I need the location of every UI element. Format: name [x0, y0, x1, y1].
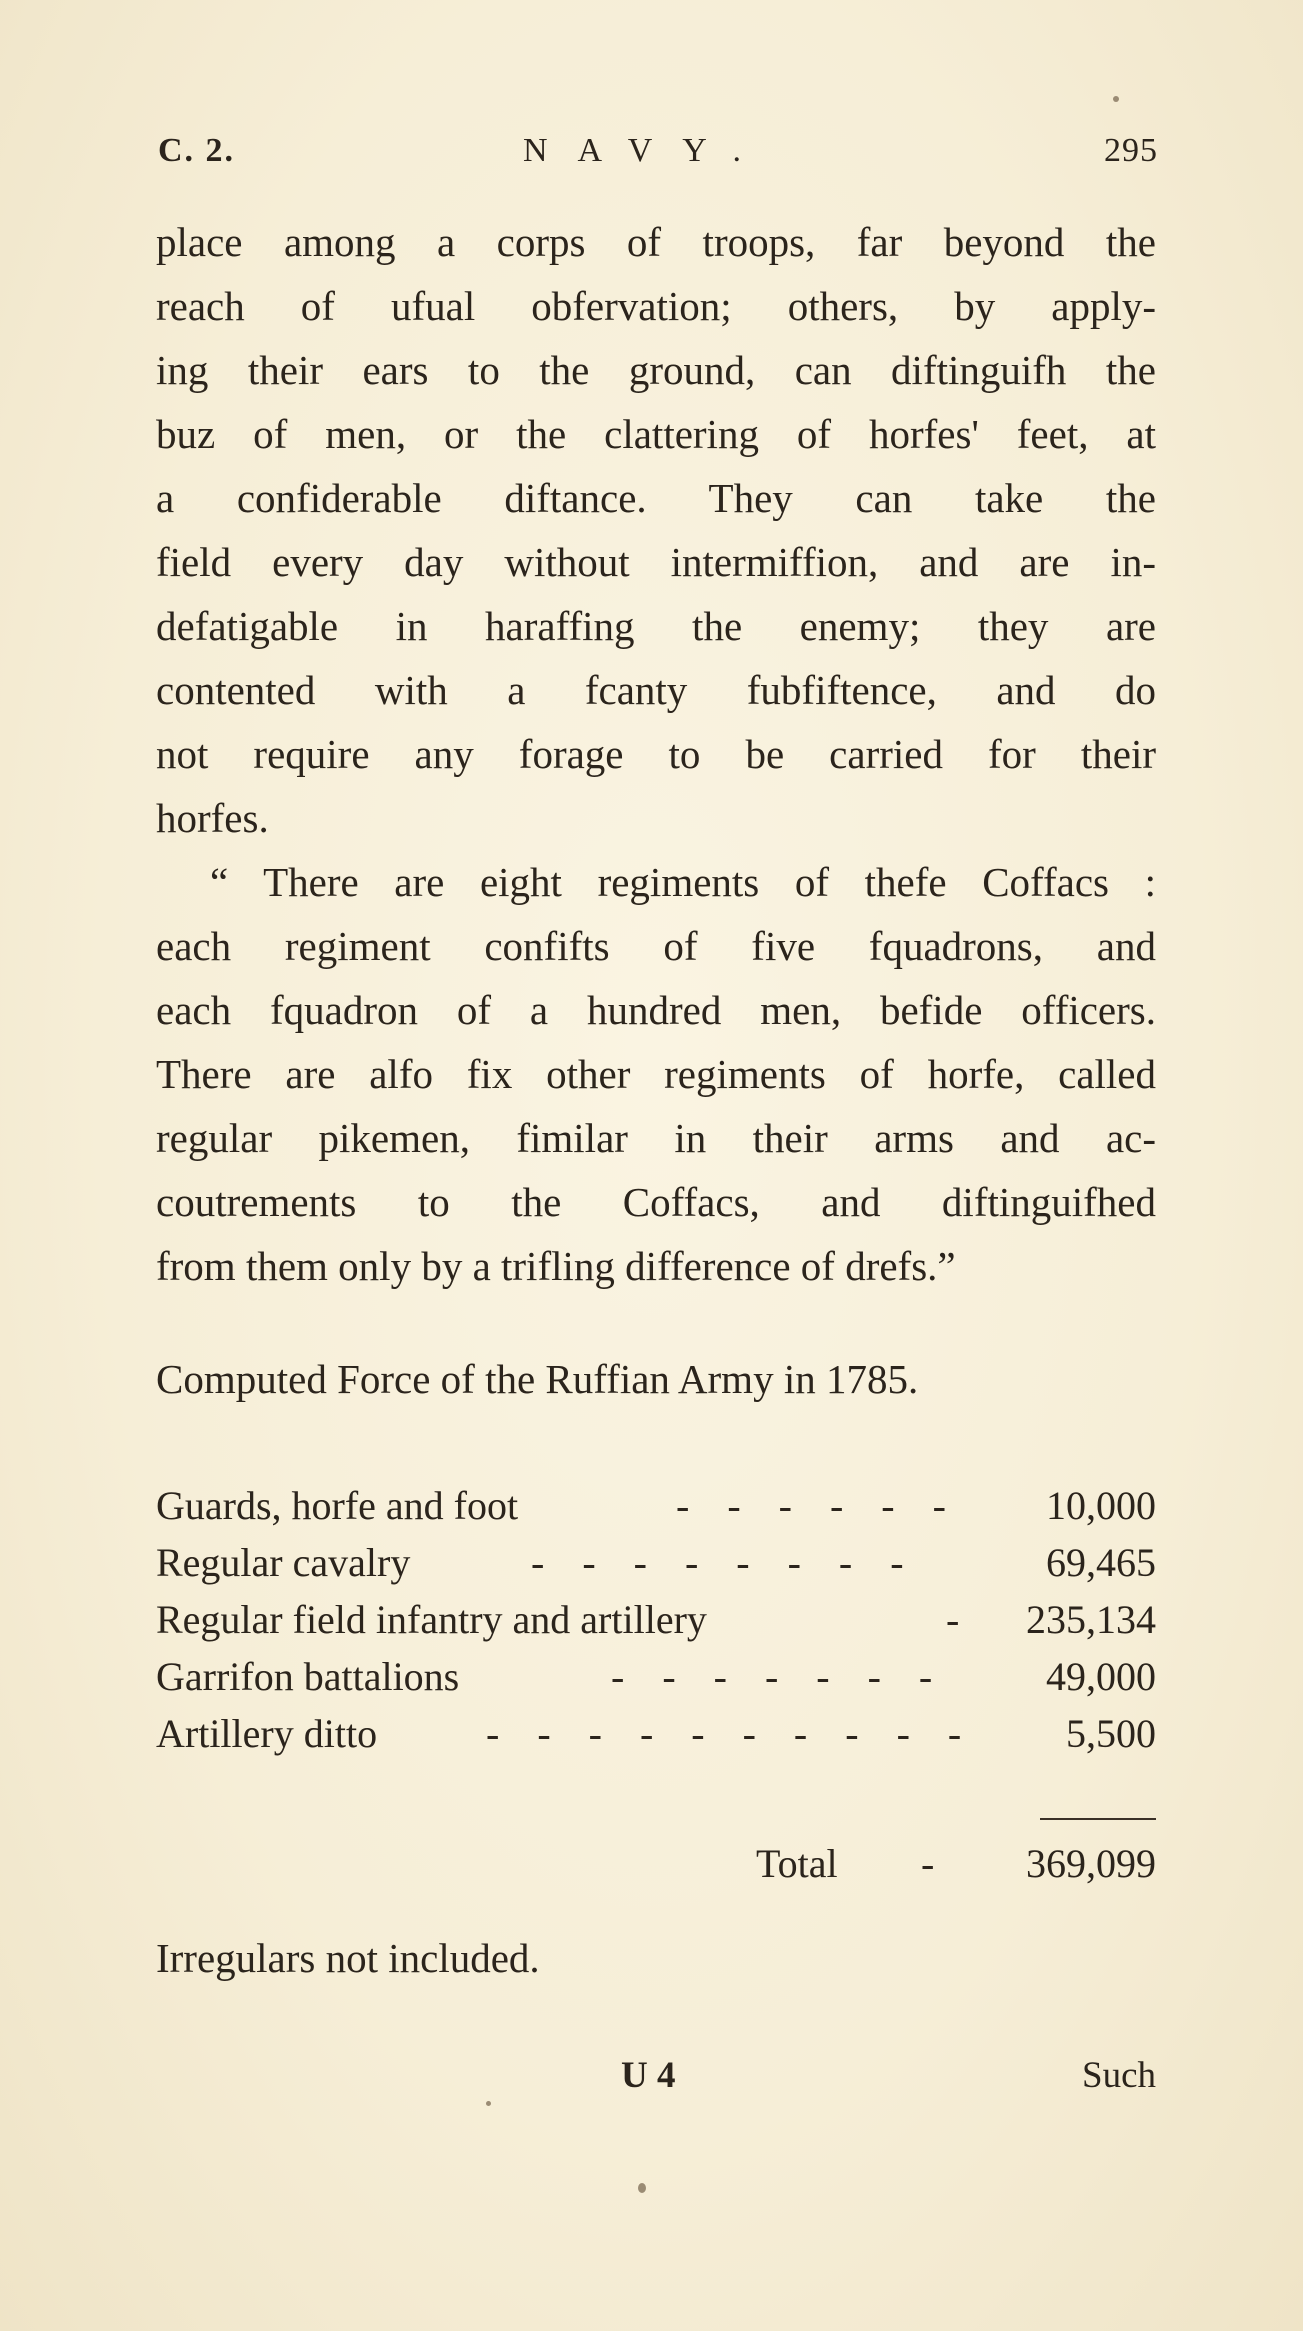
- leader-dashes: - - - - - - -: [611, 1654, 947, 1699]
- force-table: [156, 1482, 1156, 1767]
- text-line: There are alfo fix other regiments of horfe, called: [156, 1051, 1156, 1097]
- catchword: Such: [1082, 2055, 1156, 2096]
- total-dash: -: [921, 1841, 935, 1886]
- chapter-label: C. 2.: [158, 132, 236, 169]
- page-footer: [156, 2054, 1156, 2104]
- row-value: 49,000: [1046, 1654, 1156, 1699]
- leader-dashes: -: [946, 1597, 974, 1642]
- table-row: [156, 1482, 1156, 1539]
- running-header: [158, 132, 1158, 182]
- text-line: reach of ufual obfervation; others, by apply-: [156, 283, 1156, 329]
- text-line: each fquadron of a hundred men, befide officers.: [156, 987, 1156, 1033]
- row-value: 10,000: [1046, 1483, 1156, 1528]
- body-paragraphs: [156, 210, 1156, 1298]
- row-value: 69,465: [1046, 1540, 1156, 1585]
- table-row: [156, 1653, 1156, 1710]
- table-note: Irregulars not included.: [156, 1935, 540, 1981]
- row-label: Artillery ditto: [156, 1711, 378, 1756]
- signature-mark: U 4: [621, 2055, 676, 2096]
- text-line: buz of men, or the clattering of horfes' feet, at: [156, 411, 1156, 457]
- paper-speck: [638, 2183, 646, 2193]
- leader-dashes: - - - - - -: [676, 1483, 960, 1528]
- text-line: field every day without intermiffion, and are in-: [156, 539, 1156, 585]
- row-label: Regular field infantry and artillery: [156, 1597, 707, 1642]
- table-row: [156, 1539, 1156, 1596]
- text-line: defatigable in haraffing the enemy; they are: [156, 603, 1156, 649]
- text-line: “ There are eight regiments of thefe Coffacs :: [210, 859, 1156, 905]
- text-line: from them only by a trifling difference of drefs.”: [156, 1243, 956, 1289]
- text-line: horfes.: [156, 795, 269, 841]
- leader-dashes: - - - - - - - - - -: [486, 1711, 976, 1756]
- row-label: Garrifon battalions: [156, 1654, 460, 1699]
- running-title: NAVY.: [523, 132, 771, 169]
- total-row: [156, 1840, 1156, 1900]
- text-line: not require any forage to be carried for their: [156, 731, 1156, 777]
- text-line: place among a corps of troops, far beyond the: [156, 219, 1156, 265]
- table-title: Computed Force of the Ruffian Army in 1785.: [156, 1356, 919, 1402]
- leader-dashes: - - - - - - - -: [531, 1540, 918, 1585]
- text-line: coutrements to the Coffacs, and diftinguifhed: [156, 1179, 1156, 1225]
- text-line: contented with a fcanty fubfiftence, and do: [156, 667, 1156, 713]
- text-line: regular pikemen, fimilar in their arms and ac-: [156, 1115, 1156, 1161]
- row-value: 235,134: [1026, 1597, 1156, 1642]
- total-value: 369,099: [1026, 1841, 1156, 1886]
- paper-speck: [1113, 96, 1119, 102]
- row-label: Guards, horfe and foot: [156, 1483, 519, 1528]
- page-number: 295: [1104, 132, 1158, 169]
- row-value: 5,500: [1066, 1711, 1156, 1756]
- total-rule: [1040, 1818, 1156, 1820]
- paper-speck: [486, 2101, 491, 2106]
- text-line: each regiment confifts of five fquadrons, and: [156, 923, 1156, 969]
- row-label: Regular cavalry: [156, 1540, 411, 1585]
- total-label: Total: [756, 1841, 838, 1886]
- table-row: [156, 1710, 1156, 1767]
- table-row: [156, 1596, 1156, 1653]
- text-line: a confiderable diftance. They can take the: [156, 475, 1156, 521]
- text-line: ing their ears to the ground, can diftinguifh the: [156, 347, 1156, 393]
